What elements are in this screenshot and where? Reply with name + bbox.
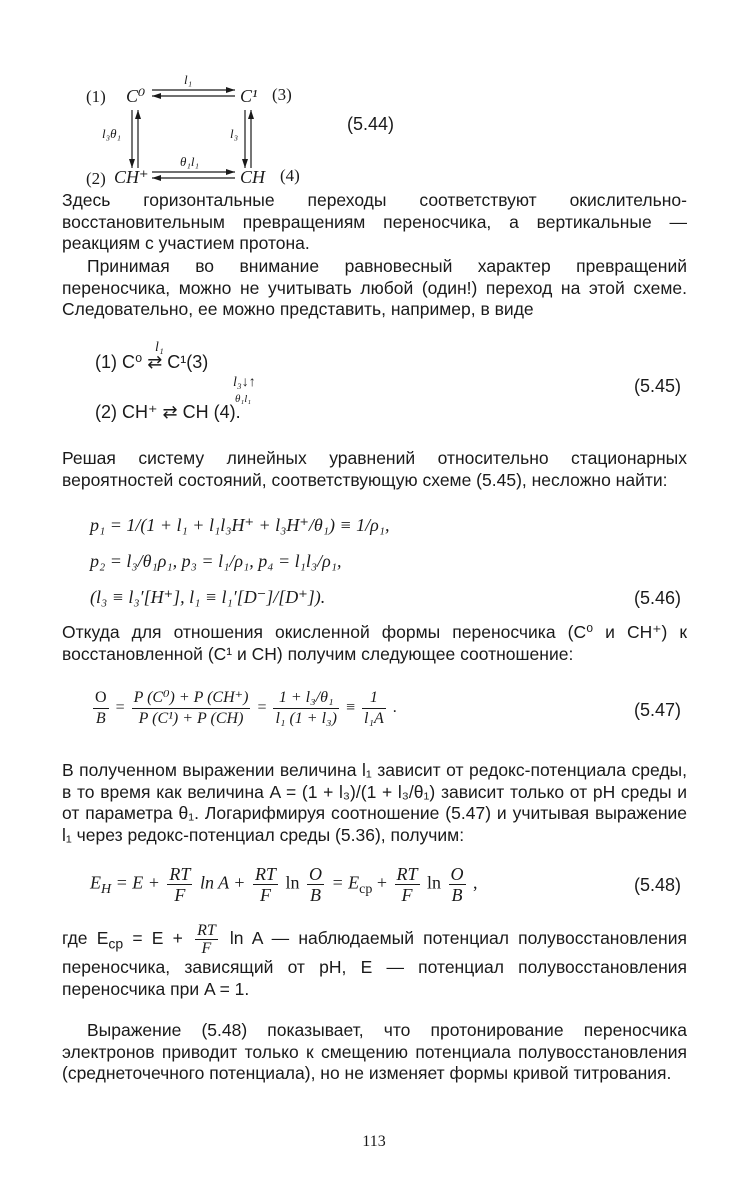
frac-rt-f-2: $\frac{RT}{F}$ (254, 864, 276, 905)
paragraph-4: Откуда для отношения окисленной формы переносчика (C⁰ и CH⁺) к восстановленной (C¹ и CH) получим следующее соотношение: (62, 622, 687, 664)
scheme-545-rate-top: l₁ (155, 340, 164, 355)
scheme-label-3: (3) (272, 85, 292, 104)
state-c1: C¹ (240, 86, 258, 106)
frac-rates: $\frac{\text{1 + l₃/θ₁}}{\text{l₁ (1 + l₃)}}$ (275, 689, 337, 727)
frac-o-b-2: $\frac{O}{B}$ (308, 864, 322, 905)
paragraph-2: Принимая во внимание равновесный характер превращений переносчика, можно не учитывать любой (один!) переход на этой схеме. Следовательно, ее можно представить, например, в виде (62, 256, 687, 319)
frac-o-b: $\frac{O}{B}$ (95, 689, 107, 727)
scheme-5-45 (95, 340, 395, 425)
frac-rt-f-1: $\frac{RT}{F}$ (169, 864, 191, 905)
rate-bottom: θ₁l₁ (180, 154, 200, 169)
state-c0: C⁰ (126, 86, 146, 106)
rate-left: l₃θ₁ (102, 126, 122, 141)
frac-o-b-3: $\frac{O}{B}$ (450, 864, 464, 905)
equation-number-5-44: (5.44) (347, 114, 395, 134)
scheme-5-44 (80, 70, 340, 195)
paragraph-7: Выражение (5.48) показывает, что протонирование переносчика электронов приводит только к смещению потенциала полувосстановления (среднеточечного потенциала), но не изменяет формы кривой титрования. (62, 1020, 687, 1083)
rate-right: l₃ (230, 126, 239, 141)
frac-probabilities: $\frac{\text{P (C⁰) + P (CH⁺)}}{\text{P (C¹) + P (CH)}}$ (133, 689, 249, 727)
paragraph-1: Здесь горизонтальные переходы соответствуют окислительно-восстановительным превращениям переносчика, а вертикальные — реакциям с участием протона. (62, 190, 687, 253)
paragraph-5: В полученном выражении величина l₁ зависит от редокс-потенциала среды, в то время как величина A = (1 + l₃)/(1 + l₃/θ₁) зависит только от pH среды и от параметра θ₁. Логарифмируя соотношение (5.47) и учитывая выражение l₁ через редокс-потенциал среды (5.36), получим: (62, 760, 687, 845)
page-number: 113 (362, 1133, 386, 1150)
frac-rt-f-inline: $\frac{RT}{F}$ (197, 922, 216, 957)
eq-546-line-3: (l₃ ≡ l₃′[H⁺], l₁ ≡ l₁′[D⁻]/[D⁺]). (90, 587, 326, 607)
frac-rt-f-3: $\frac{RT}{F}$ (396, 864, 418, 905)
rate-top: l₁ (184, 72, 193, 87)
scheme-545-line-2: (2) CH⁺ ⇄ CH (4). (95, 402, 241, 422)
scheme-545-rate-low: θ₁l₁ (235, 393, 252, 405)
scheme-label-1: (1) (86, 87, 106, 106)
state-ch-plus: CH⁺ (114, 167, 149, 187)
scheme-label-4: (4) (280, 166, 300, 185)
paragraph-6: где $E_{ср} = E$ + $\frac{RT}{F}$ ln A — наблюдаемый потенциал полувосстановления переносчика, зависящий от pH, E — потенциал полувосстановления переносчика при A = 1. (62, 922, 687, 999)
frac-one-over-l1a: $\frac{1}{\text{l₁A}}$ (363, 689, 384, 727)
equation-number-5-48: (5.48) (634, 875, 682, 895)
state-ch: CH (240, 167, 266, 187)
scheme-label-2: (2) (86, 169, 106, 188)
scheme-545-rate-mid: l₃↓↑ (233, 375, 256, 390)
eq-5-48: $E_H = E$ + $\frac{RT}{F}$ ln A + $\frac{RT}{F}$ ln $\frac{O}{B}$ = $E_{ср}$ + $\frac{RT}{F}$ ln $\frac{O}{B}$ , (90, 864, 478, 905)
scheme-545-line-1: (1) C⁰ ⇄ C¹(3) (95, 352, 209, 372)
paragraph-3: Решая систему линейных уравнений относительно стационарных вероятностей состояний, соответствующую схеме (5.45), несложно найти: (62, 448, 687, 490)
eq-5-47: $\frac{O}{B}$ = $\frac{\text{P (C⁰) + P (CH⁺)}}{\text{P (C¹) + P (CH)}}$ = $\frac{\text{1 + l₃/θ₁}}{\text{l₁ (1 + l₃)}}$ ≡ $\frac{1}{\text{l₁A}}$ . (95, 689, 397, 727)
equation-number-5-46: (5.46) (634, 588, 682, 608)
equation-number-5-45: (5.45) (634, 376, 682, 396)
eq-546-line-1: p₁ = 1/(1 + l₁ + l₁l₃H⁺ + l₃H⁺/θ₁) ≡ 1/ρ₁, (90, 515, 390, 535)
equation-number-5-47: (5.47) (634, 700, 682, 720)
eq-546-line-2: p₂ = l₃/θ₁ρ₁, p₃ = l₁/ρ₁, p₄ = l₁l₃/ρ₁, (90, 551, 342, 571)
